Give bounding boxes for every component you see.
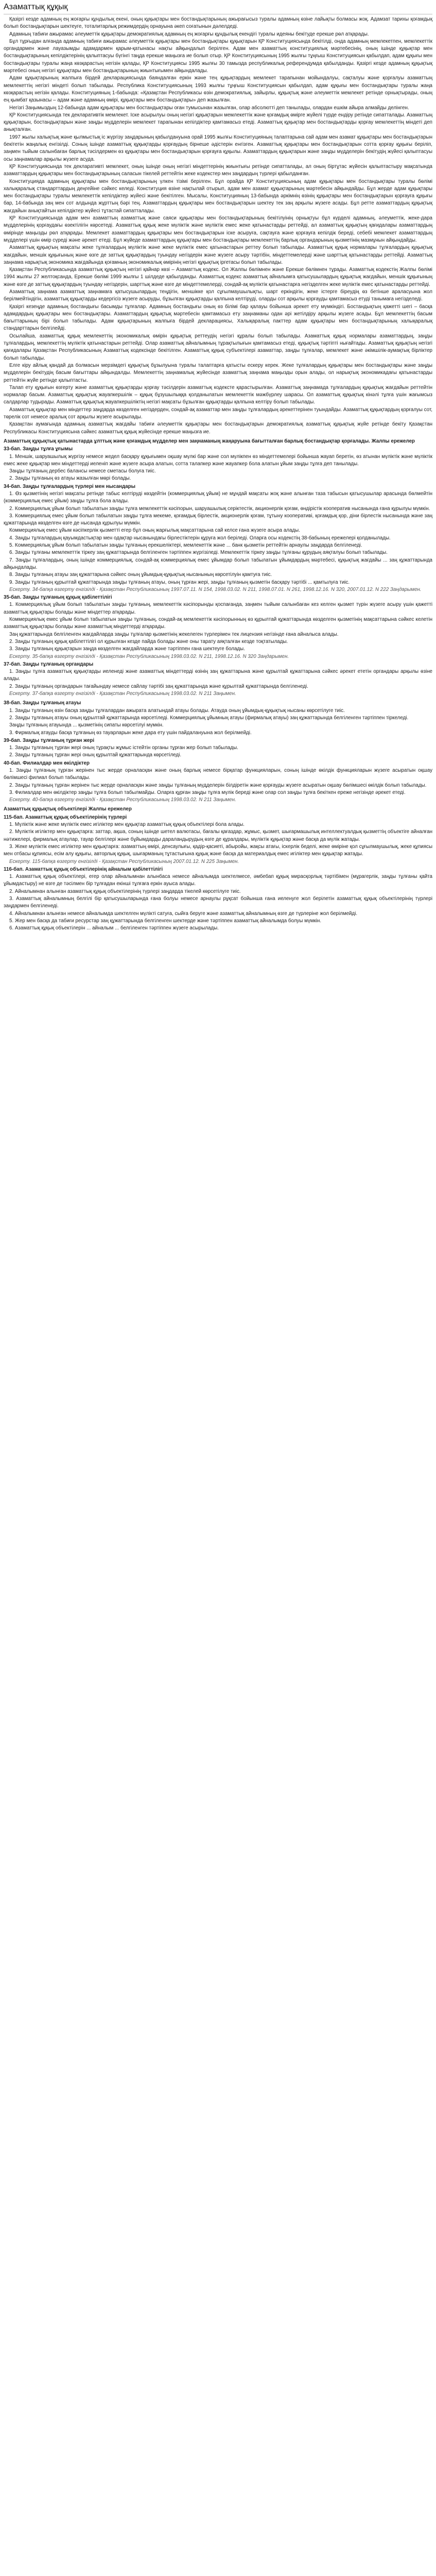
section-heading: Азаматтық құқықтық қатынастарда ұлттық және қоғамдық мүдделер мен заңнаманың жаңаруына бағытталған барлық бостандықтар қорғалады. Жалпы ережелер <box>4 438 415 444</box>
body-paragraph: 9. Заңды тұлғаның құрылтай құжаттарында заңды тұлғаның атауы, оның тұрған жері, заңды тұлғаның қызметін басқару тәртібі ... қамтылуға тиіс. <box>9 579 350 585</box>
body-paragraph: 3. Коммерциялық емес ұйым болып табылатын заңды тұлға мекеме, қоғамдық бірлестік, акционерлік қоғам, тұтыну кооперативі, қоғамдық қор, діни бірлестік нысанында және заң құжаттарында көзделген өзге де нысанда құрылуы мүмкін. <box>4 513 432 527</box>
body-paragraph: Қазіргі кезде адамның ең жоғарғы құндылық екені, оның құқықтары мен бостандықтарының ажырағысыз туралы адамның өзіне лайықты болмасы жоқ. Адамзат тарихы қоғамдық болып бостандықтарын шектеуге, тоталитарлық режимдердің орнауына әкеп соғатынын дәлелдеді. <box>4 16 432 30</box>
body-paragraph: Елге кіру айлық қандай да болмасын мерзімдегі құқықтық бұзылуына туралы талаптарға қатысты ескеру керек. Жеке тұлғалардың құқықтары мен бостандықтары және заңды мүдделерін бекітудің басым бағыттары айқындалды. Мемлекеттің заңнамалық жүйесінде азаматтық заңнама маңызды орын алады, ол нарықтық экономикадағы қатынастарды реттейтін жүйе ретінде қалыптасты. <box>4 362 432 383</box>
body-paragraph: 1. Меншік, шаруашылық жүргізу немесе жедел басқару құқығымен оқшау мүлкі бар және сол мүлікпен өз міндеттемелері бойынша жауап беретін, өз атынан мүліктік және мүліктік емес жеке құқықтар мен міндеттерді иеленіп және жүзеге асыра алатын, сотта талапкер және жауапкер бола алатын ұйым заңды тұлға деп танылады. <box>4 453 432 467</box>
body-paragraph: Коммерциялық емес ұйым болып табылатын заңды тұлғаның, сондай-ақ мемлекеттік кәсіпорынның өз құрылтай құжаттарында көзделген қызметінің мақсаттарына сәйкес келетін азаматтық құқықтары болады және азаматтық міндеттерді атқарады. <box>4 617 432 630</box>
body-paragraph: Қазақстан аумағында адамның азаматтық жағдайы табиғи әлеуметтік құқықтары мен бостандықтарын демократиялық азаматтық құқықтық жүйе ретінде бекіту Қазақстан Республикасы Конституциясына сәйкес азаматтық құқық жүйесінде ерекше маңызға ие. <box>4 421 432 435</box>
body-paragraph: 5. Коммерциялық ұйым болып табылатын заңды тұлғаның ерекшеліктері, мемлекеттік және ... банк қызметін реттейтін арнаулы заңдарда белгіленеді. <box>9 543 362 549</box>
section-heading: Азаматтық құқықтық объектілері Жалпы ережелер <box>4 806 132 812</box>
body-paragraph: 3. Заңды тұлғаның құқықтарын заңда көзделген жағдайларда және тәртіппен ғана шектеуге болады. <box>9 646 245 652</box>
body-paragraph: Негізгі Заңымыздың 12-бабында адам құқықтары мен бостандықтары оған тумысынан жазылған, олар абсолютті деп танылады, олардан ешкім айыра алмайды делінген. <box>9 105 409 111</box>
body-paragraph: 2. Заңды тұлғаның органдарын тағайындау немесе сайлау тәртібі заң құжаттарында және құрылтай құжаттарында белгіленеді. <box>9 683 308 689</box>
body-paragraph: Адам құқықтарының жалпыға бірдей декларациясында баяндалған еркін және тең құқықтардың мемлекет тарапынан мойындалуы, сақталуы және қорғалуы азаматтың мемлекеттің негізгі міндеті болып табылады. Республика Конституциясының 1993 жылғы тұңғыш Конституциясын қабылдап, адам құқығы мен бостандықтары туралы жаңа көзқарастың негізін қалады. Конституцияның 1-бабында: «Қазақстан Республикасы өзін демократиялық, зайырлы, құқықтық және әлеуметтік мемлекет ретінде орнықтырады, оның ең қымбат қазынасы – адам және адамның өмірі, құқықтары мен бостандықтары» деп жазылған. <box>4 75 432 104</box>
body-paragraph: ҚР Конституциясында тек декларативті мемлекет, оның ішінде оның негізгі міндеттерінің жиынтығы ретінде сипатталады, ал оның біртұтас жүйесін қалыптастыру мақсатында азаматтардың құқықтары мен бостандықтарының саласын тікелей реттейтін жеке кодекстер мен заңдардың түрлері қабылданған. <box>4 163 432 177</box>
body-paragraph: Заңды тұлғаның атауында ... қызметінің сипаты көрсетілуі мүмкін. <box>9 722 164 728</box>
body-paragraph: 2. Заңды тұлғаның құқық қабілеттілігі ол құрылған кезде пайда болады және оны тарату аяқталған кезде тоқтатылады. <box>9 638 288 645</box>
body-paragraph: 3. Жеке мүліктік емес игіліктер мен құқықтарға: азаматтың өмірі, денсаулығы, қадір-қасиеті, абыройы, жақсы атағы, іскерлік беделі, жеке өміріне қол сұғылмаушылық, жеке құпиясы мен отбасы құпиясы, есім алу құқығы, авторлық құқық, шығарманың тұтастығына құқық және басқа да материалдық емес игіліктер мен құқықтар жатады. <box>4 843 432 857</box>
body-paragraph: 5. Жер мен басқа да табиғи ресурстар заң құжаттарында белгіленген шектерде және тәртіппен азаматтық айналымда болуы мүмкін. <box>9 918 322 924</box>
body-paragraph: Азаматтық құқықтың мақсаты жеке тұлғалардың мүліктік және жеке мүліктік емес қатынастарын реттеу болып табылады. Азаматтық құқық нормалары тұлғалардың құқықтық жағдайын, меншік құқығының және өзге де заттық құқықтардың туындау негіздерін және жүзеге асыру тәртібін, міндеттемелерді және шарттық қатынастарды реттейді. Азаматтық заңнама нарықтық экономика жағдайында қоғамның экономикалық өмірінің негізгі құқықтық іргетасы болып табылады. <box>4 245 432 265</box>
body-paragraph: Коммерциялық емес ұйым кәсіпкерлік қызметті егер бұл оның жарғылық мақсаттарына сай келсе ғана жүзеге асыра алады. <box>9 528 300 534</box>
section-heading: 33-бап. Заңды тұлға ұғымы <box>4 446 73 452</box>
body-paragraph: Заң құжаттарында белгіленген жағдайларда заңды тұлғалар қызметінің жекелеген түрлерімен тек лицензия негізінде ғана айналыса алады. <box>9 631 339 637</box>
footnote-paragraph: Ескерту. 40-бапқа өзгерту енгізілді - Қазақстан Республикасының 1998.03.02. N 211 Заңымен. <box>9 797 236 803</box>
section-heading: 38-бап. Заңды тұлғаның атауы <box>4 700 81 706</box>
body-paragraph: 3. Фирмалық атауды басқа тұлғаның өз тауарларын жеке дара ету үшін пайдалануына жол берілмейді. <box>9 730 252 736</box>
body-paragraph: 7. Заңды тұлғалардың, оның ішінде коммерциялық, сондай-ақ коммерциялық емес ұйымдар болып табылатын ұйымдардың мәртебесі, құқықтық жағдайы ... заң құжаттарында айқындалады. <box>4 557 432 570</box>
section-heading: 37-бап. Заңды тұлғаның органдары <box>4 661 94 667</box>
body-paragraph: 1. Коммерциялық ұйым болып табылатын заңды тұлғаның, мемлекеттік кәсіпорынды қоспағанда, заңмен тыйым салынбаған кез келген қызмет түрін жүзеге асыру үшін қажетті азаматтық құқықтары болады және міндеттер атқарады. <box>4 602 432 615</box>
footnote-paragraph: Ескерту. 115-бапқа өзгерту енгізілді - Қазақстан Республикасының 2007.01.12. N 225 Заңымен. <box>9 858 239 865</box>
body-paragraph: 2. Мүліктік игіліктер мен құқықтарға: заттар, ақша, соның ішінде шетел валютасы, бағалы қағаздар, жұмыс, қызмет, шығармашылық интеллектуалдық қызметтің объектіге айналған нәтижелері, фирмалық атаулар, тауар белгілері және бұйымдарды дараландырудың өзге де құралдары, мүліктік құқықтар және басқа да мүлік жатады. <box>4 829 432 842</box>
section-heading: 39-бап. Заңды тұлғаның тұрған жері <box>4 737 95 743</box>
body-paragraph: 1997 жылы халықтық және қылмыстық іс жүргізу заңдарының қабылдануына орай 1995 жылғы Конституцияның талаптарына сай адам мен азамат құқықтары мен бостандықтарын бекітетін жаңалық енгізілді. Соның ішінде азаматтық құқықтарды қорғаудың бірнеше әдістерін енгізген. Азаматтық құқықтары мен бостандықтарын сотта қорғау құқығы беріліп, заңмен тыйым салынбаған барлық тәсілдермен өз құқықтары мен бостандықтарын қорғауға құқылы. Азаматтардың құқықтарын және заңды мүдделерін бекітудің жүйесі қалыптасуы осы заңнамалар арқылы жүзеге асуда. <box>4 134 432 162</box>
page-title: Азаматтық құқық <box>4 2 432 14</box>
body-paragraph: 1. Азаматтық құқық объектілері, егер олар айналымнан алынбаса немесе айналымда шектелмесе, әмбебап құқық мирасқорлық тәртібімен (мұрагерлік, заңды тұлғаны қайта ұйымдастыру) не өзге де тәсілмен бір тұлғадан екінші тұлғаға еркін ауыса алады. <box>4 874 432 887</box>
body-paragraph: Конституцияда адамның құқықтары мен бостандықтарының үлкен тізімі берілген. Бұл орайда ҚР Конституциясының адам құқықтары мен бостандықтары туралы бөлімі халықаралық стандарттардың деңгейіне сәйкес келеді. Конституция өзіне нақтылай отырып, адам мен азамат құқықтарының мәртебесін айқындайды. Бұл жерде адам құқықтары мен бостандықтары туралы мемлекеттік кепілдіктер жүйесі және бекітілген. Мысалы, Конституцияның 13-бабында әркімнің өзінің құқықтары мен бостандықтарын қорғауға құқығы бар, 14-бабында заң мен сот алдында жұрттың бәрі тең. Азаматтардың құқықтары мен бостандықтарын шектеу тек заң арқылы жүзеге асады. Бұл ретте азаматтардың құқықтық жағдайын анықтайтын кепілдіктер жүйесі тұтастай сипатталады. <box>4 178 432 214</box>
body-paragraph: 6. Заңды тұлғаны мемлекеттік тіркеу заң құжаттарында белгіленген тәртіппен жүргізіледі. Мемлекеттік тіркеу заңды тұлғаны құрудың аяқталуы болып табылады. <box>9 550 388 556</box>
body-paragraph: Қазақстан Республикасында азаматтық құқықтың негізгі қайнар көзі – Азаматтық кодекс. Ол Жалпы бөлімнен және Ерекше бөлімнен тұрады. Азаматтық кодекстің Жалпы бөлімі 1994 жылғы 27 желтоқсанда, Ерекше бөлімі 1999 жылғы 1 шілдеде қабылданды. Азаматтық кодекс азаматтық айналымға қатысушылардың құқықтық жағдайын, меншік құқығының және өзге де заттық құқықтардың туындау негіздерін, шарттық және өзге де міндеттемелерді, сондай-ақ мүліктік қатынастарға негізделген жеке мүліктік емес қатынастарды реттейді. <box>4 267 432 287</box>
body-paragraph: 4. Айналымнан алынған немесе айналымда шектелген мүлікті сатуға, сыйға беруге және азаматтық айналымның өзге де түрлеріне жол берілмейді. <box>9 910 358 917</box>
footnote-paragraph: Ескерту. 35-бапқа өзгерту енгізілді - Қазақстан Республикасының 1998.03.02. N 211, 1998.12.16. N 320 Заңдарымен. <box>9 653 289 659</box>
body-paragraph: 3. Филиалдар мен өкілдіктер заңды тұлға болып табылмайды. Оларға құрған заңды тұлға мүлік береді және олар сол заңды тұлға бекіткен ереже негізінде әрекет етеді. <box>9 789 406 795</box>
body-paragraph: 2. Заңды тұлғаның тұрған жерінен тыс жерде орналасқан және заңды тұлғаның мүдделерін білдіретін және қорғауды жүзеге асыратын оқшау бөлімшесі өкілдік болып табылады. <box>9 782 427 788</box>
body-paragraph: 2. Айналымнан алынған азаматтық құқық объектілерінің түрлері заңдарда тікелей көрсетілуге тиіс. <box>9 888 241 894</box>
footnote-paragraph: Ескерту. 37-бапқа өзгерту енгізілді - Қазақстан Республикасының 1998.03.02. N 211 Заңымен. <box>9 691 236 697</box>
section-heading: 40-бап. Филиалдар мен өкілдіктер <box>4 760 90 766</box>
body-paragraph: Адамның табиғи ажырамас әлеуметтік құқықтары демократиялық адамның ең жоғарғы құндылық екендігі туралы идеяны бекітуде ерекше рөл атқарады. <box>9 31 369 37</box>
section-heading: 35-бап. Заңды тұлғаның құқық қабілеттілігі <box>4 595 112 601</box>
body-paragraph: 6. Азаматтық құқық объектілерін ... айналым ... белгіленген тәртіппен жүзеге асырылады. <box>9 925 219 931</box>
body-paragraph: 1. Мүліктік және жеке мүліктік емес игіліктер мен құқықтар азаматтық құқық объектілері бола алады. <box>9 822 245 828</box>
body-paragraph: 3. Азаматтық айналымның белгілі бір қатысушыларында ғана болуы немесе арнаулы рұқсат бойынша ғана иеленуге жол берілетін азаматтық құқық объектілерінің түрлері заңдармен белгіленеді. <box>4 896 432 909</box>
body-paragraph: 2. Заңды тұлғаның өз атауы жазылған мөрі болады. <box>9 476 131 482</box>
body-paragraph: 2. Коммерциялық ұйым болып табылатын заңды тұлға мемлекеттік кәсіпорын, шаруашылық серіктестік, акционерлік қоғам, өндірістік кооператив нысанында ғана құрылуы мүмкін. <box>9 505 430 512</box>
body-paragraph: 2. Заңды тұлғаның атауы оның құрылтай құжаттарында көрсетіледі. Коммерциялық ұйымның атауы (фирмалық атауы) заң құжаттарында белгіленген тәртіппен тіркеледі. <box>9 715 409 721</box>
body-paragraph: Осылайша, азаматтық құқық мемлекеттің экономикалық өмірін құқықтық реттеудің негізгі құралы болып табылады. Азаматтық құқық нормалары азаматтардың, заңды тұлғалардың, мемлекеттің мүліктік қатынастарын реттейді. Олар азаматтық айналымның тұрақтылығын қамтамасыз етеді, құқықтық тәртіпті нығайтады. Азаматтық құқықтың негізгі қағидалары Қазақстан Республикасының Азаматтық кодексінде бекітілген. Азаматтық құқық субъектілері азаматтар, заңды тұлғалар, мемлекет және әкімшілік-аумақтық бірліктер болып табылады. <box>4 333 432 361</box>
footnote-paragraph: Ескерту. 34-бапқа өзгерту енгізілді - Қазақстан Республикасының 1997.07.11. N 154, 1998.03.02. N 211, 1998.07.01. N 261, 1998.12.16. N 320, 2007.01.12. N 222 Заңдарымен. <box>9 586 422 592</box>
body-paragraph: 2. Заңды тұлғаның тұрған жері оның құрылтай құжаттарында көрсетіледі. <box>9 752 182 758</box>
body-paragraph: 1. Өз қызметінің негізгі мақсаты ретінде табыс келтіруді көздейтін (коммерциялық ұйым) не мұндай мақсаты жоқ және алынған таза табысын қатысушылар арасында бөлмейтін (коммерциялық емес ұйым) заңды тұлға бола алады. <box>4 491 432 504</box>
body-paragraph: Қазіргі кезеңде адамның бостандығы басымды тұлғалар. Адамның бостандығы оның өз білімі бар қалауы бойынша әрекет ету мүмкіндігі. Бостандықтың қажетті шегі – басқа адамдардың құқықтары мен бостандықтары. Азаматтардың құқықтық мәртебесін қамтамасыз ету заңнаманы одан әрі жетілдіру арқылы жүзеге асады. Бұл мемлекеттің басым бағыттарының бірі болып табылады. Адам құқықтарының жалпыға бірдей декларациясы, Халықаралық пакттер адам құқықтары мен бостандықтарының халықаралық стандарттарын белгілейді. <box>4 303 432 332</box>
body-paragraph: Азаматтық заңнама азаматтық заңнамаға қатысушылардың теңдігін, меншікке қол сұғылмаушылықты, шарт еркіндігін, жеке істерге біреудің өз бетінше араласуына жол берілмейтіндігін, азаматтық құқықтарды кедергісіз жүзеге асыруды, бұзылған құқықтарды қалпына келтіруді, оларды сот арқылы қорғауды қамтамасыз етуді танымаға негізделеді. <box>4 289 432 302</box>
document-page <box>0 0 436 938</box>
body-paragraph: 4. Заңды тұлғалардың қауымдастықтар мен одақтар нысанындағы бірлестіктерін құруға жол беріледі. Оларға осы кодекстің 38-бабының ережелері қолданылады. <box>9 535 391 541</box>
section-heading: 115-бап. Азаматтық құқық объектілерінің түрлері <box>4 814 127 820</box>
section-heading: 34-бап. Заңды тұлғалардың түрлері мен нысандары <box>4 483 135 489</box>
body-paragraph: Талап ету құқығын өзгерту және азаматтық құқықтарды қорғау тәсілдерін азаматтық кодексте қарастырылған. Азаматтық заңнамада тұлғалардың құқықтық жағдайын реттейтін нормалар басым. Азаматтық құқықтық жауапкершілік – құқық бұзушылыққа қолданылатын мемлекеттік мәжбүрлеу шарасы. Ол азаматтық құқықтық кінәлі тұлға үшін жағымсыз салдарлар тудырады. Азаматтық құқықтық жауапкершіліктің негізгі мақсаты бұзылған құқықтарды қалпына келтіру болып табылады. <box>4 384 432 405</box>
body-paragraph: 1. Заңды тұлға азаматтық құқықтарды иеленеді және азаматтық міндеттерді өзінің заң құжаттарына және құрылтай құжаттарына сәйкес әрекет ететін органдары арқылы өзіне алады. <box>4 669 432 682</box>
body-paragraph: Бұл тұрғыдан алғанда адамның табиғи ажырамас әлеуметтік құқықтары мен бостандықтары құқықтарын ҚР Конституциясында бекітілді, онда адамның мемлекетпен, мемлекеттік органдармен және лауазымды адамдармен қарым-қатынасы нақты айқындалып берілген. Адам мен азаматтың конституциялық мәртебесінің, оның ішінде құқықтар мен бостандықтарының кепілдіктерінің қалыптасуы бүгінгі таңда ерекше маңызға ие болып отыр. ҚР Конституциясының 1995 жылғы тұңғыш Конституциясын қабылдап, адам құқығы мен бостандықтары туралы жаңа көзқарастың негізін қалады, ҚР Конституциясы 1995 жылғы 30 тамызда республикалық референдумда қабылданды. Қазіргі кезде адамның құқықтық мәртебесі оның негізгі құқықтары мен бостандықтарының жиынтығымен айқындалады. <box>4 38 432 74</box>
body-paragraph: 1. Заңды тұлғаның өзін басқа заңды тұлғалардан ажырата алатындай атауы болады. Атауда оның ұйымдық-құқықтық нысаны көрсетілуге тиіс. <box>9 707 345 714</box>
body-paragraph: 1. Заңды тұлғаның тұрған жерінен тыс жерде орналасқан және оның барлық немесе бірқатар функцияларын, соның ішінде өкілдік функцияларын жүзеге асыратын оқшау бөлімшесі филиал болып табылады. <box>4 767 432 781</box>
body-paragraph: Заңды тұлғаның дербес балансы немесе сметасы болуға тиіс. <box>9 468 156 474</box>
body-paragraph: Азаматтық құқықтар мен міндеттер заңдарда көзделген негіздерден, сондай-ақ азаматтар мен заңды тұлғалардың әрекеттерінен туындайды. Азаматтық құқықтардың қорғалуы сот, төрелік сот немесе аралық сот арқылы жүзеге асырылады. <box>4 406 432 420</box>
body-paragraph: 1. Заңды тұлғаның тұрған жері оның тұрақты жұмыс істейтін органы тұрған жер болып табылады. <box>9 745 238 751</box>
article-body <box>4 16 432 933</box>
body-paragraph: 8. Заңды тұлғаның атауы заң құжаттарына сәйкес оның ұйымдық-құқықтық нысанының көрсетілуін қамтуға тиіс. <box>9 572 272 578</box>
section-heading: 116-бап. Азаматтық құқық объектілерінің айналым қабілеттілігі <box>4 866 163 872</box>
body-paragraph: ҚР Конституциясында адам мен азаматтың азаматтық және саяси құқықтары мен бостандықтарының бекітілуінің орнықтуы бұл күрделі адамның, әлеуметтік, жеке-дара мүдделерінің қорғаудағы өзектілігін көрсетеді. Азаматтық құқық жеке мүліктік және мүліктік емес жеке қатынастарды реттейді, ал азаматтық құқықтың қағидалары азаматтардың өмірінде маңызды рөл атқарады. Мемлекет азаматтардың құқықтары мен бостандықтарын іске асыруға, сақтауға және қорғауға кепілдік береді, себебі мемлекет азаматтардың мүдделері үшін өмір сүреді және әрекет етеді. Бұл жүйеде азаматтардың құқықтары мен бостандықтары мемлекеттің барлық органдарының қызметінің мазмұнын айқындайды. <box>4 215 432 243</box>
body-paragraph: ҚР Конституциясында тек декларативтік мемлекет. Іске асырылуы оның негізгі құқықтарын мемлекеттік және қоғамдық өмірге жүйелі түрде ендіру ретінде сипатталады. Азаматтың құқықтарын, бостандықтарын және заңды мүдделерін мемлекет тарапынан кепілдіктер қамтамасыз етеді. Азаматтық құқықтар мен бостандықтарды қорғау мемлекеттің міндеті деп анықталған. <box>4 112 432 133</box>
